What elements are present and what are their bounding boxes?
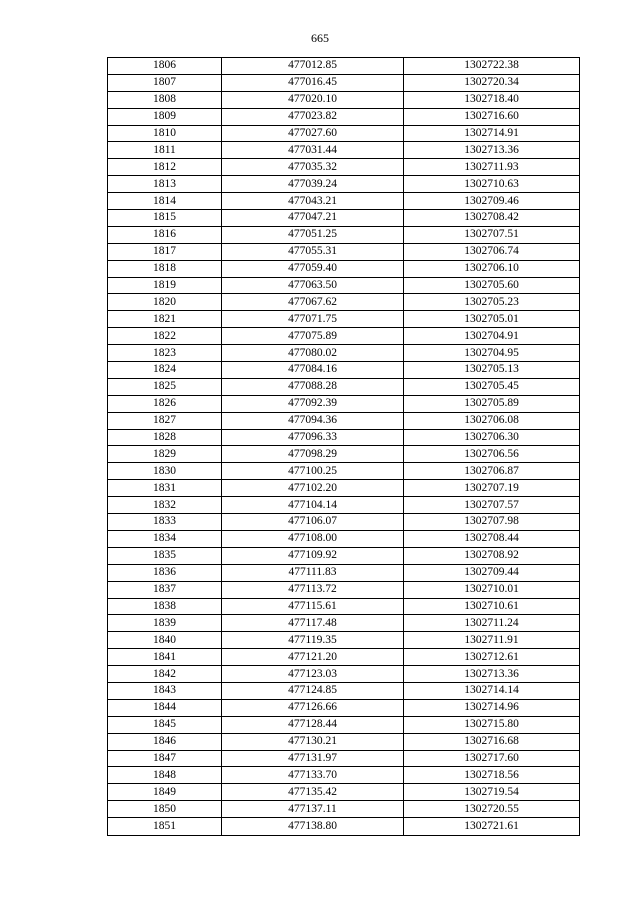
table-row — [108, 176, 580, 193]
point-number-cell: 1844 — [108, 699, 222, 716]
point-number-cell: 1806 — [108, 58, 222, 75]
y-coordinate-cell: 1302704.95 — [404, 345, 580, 362]
x-coordinate-cell: 477067.62 — [222, 294, 404, 311]
point-number-cell: 1825 — [108, 378, 222, 395]
x-coordinate-cell: 477039.24 — [222, 176, 404, 193]
x-coordinate-cell: 477096.33 — [222, 429, 404, 446]
table-row — [108, 378, 580, 395]
y-coordinate-cell: 1302709.46 — [404, 193, 580, 210]
table-row — [108, 784, 580, 801]
point-number-cell: 1827 — [108, 412, 222, 429]
table-row — [108, 412, 580, 429]
y-coordinate-cell: 1302717.60 — [404, 750, 580, 767]
x-coordinate-cell: 477104.14 — [222, 497, 404, 514]
y-coordinate-cell: 1302710.61 — [404, 598, 580, 615]
y-coordinate-cell: 1302708.44 — [404, 530, 580, 547]
point-number-cell: 1808 — [108, 91, 222, 108]
table-row — [108, 463, 580, 480]
x-coordinate-cell: 477043.21 — [222, 193, 404, 210]
x-coordinate-cell: 477075.89 — [222, 328, 404, 345]
x-coordinate-cell: 477109.92 — [222, 547, 404, 564]
table-row — [108, 632, 580, 649]
x-coordinate-cell: 477133.70 — [222, 767, 404, 784]
x-coordinate-cell: 477098.29 — [222, 446, 404, 463]
point-number-cell: 1809 — [108, 108, 222, 125]
x-coordinate-cell: 477121.20 — [222, 649, 404, 666]
x-coordinate-cell: 477031.44 — [222, 142, 404, 159]
point-number-cell: 1850 — [108, 801, 222, 818]
x-coordinate-cell: 477131.97 — [222, 750, 404, 767]
coordinates-table-body — [108, 58, 580, 836]
y-coordinate-cell: 1302714.91 — [404, 125, 580, 142]
table-row — [108, 666, 580, 683]
point-number-cell: 1849 — [108, 784, 222, 801]
table-row — [108, 649, 580, 666]
point-number-cell: 1823 — [108, 345, 222, 362]
point-number-cell: 1811 — [108, 142, 222, 159]
point-number-cell: 1839 — [108, 615, 222, 632]
y-coordinate-cell: 1302721.61 — [404, 818, 580, 836]
y-coordinate-cell: 1302706.10 — [404, 260, 580, 277]
x-coordinate-cell: 477130.21 — [222, 733, 404, 750]
x-coordinate-cell: 477123.03 — [222, 666, 404, 683]
x-coordinate-cell: 477027.60 — [222, 125, 404, 142]
table-row — [108, 615, 580, 632]
y-coordinate-cell: 1302707.57 — [404, 497, 580, 514]
y-coordinate-cell: 1302718.40 — [404, 91, 580, 108]
point-number-cell: 1835 — [108, 547, 222, 564]
table-row — [108, 581, 580, 598]
y-coordinate-cell: 1302707.19 — [404, 480, 580, 497]
y-coordinate-cell: 1302705.13 — [404, 362, 580, 379]
x-coordinate-cell: 477108.00 — [222, 530, 404, 547]
point-number-cell: 1847 — [108, 750, 222, 767]
y-coordinate-cell: 1302705.45 — [404, 378, 580, 395]
x-coordinate-cell: 477051.25 — [222, 226, 404, 243]
table-row — [108, 159, 580, 176]
y-coordinate-cell: 1302711.93 — [404, 159, 580, 176]
x-coordinate-cell: 477117.48 — [222, 615, 404, 632]
table-row — [108, 598, 580, 615]
point-number-cell: 1834 — [108, 530, 222, 547]
y-coordinate-cell: 1302720.34 — [404, 74, 580, 91]
point-number-cell: 1812 — [108, 159, 222, 176]
point-number-cell: 1807 — [108, 74, 222, 91]
x-coordinate-cell: 477023.82 — [222, 108, 404, 125]
y-coordinate-cell: 1302707.98 — [404, 514, 580, 531]
y-coordinate-cell: 1302708.92 — [404, 547, 580, 564]
table-row — [108, 91, 580, 108]
x-coordinate-cell: 477020.10 — [222, 91, 404, 108]
x-coordinate-cell: 477126.66 — [222, 699, 404, 716]
page-number: 665 — [311, 31, 329, 45]
table-row — [108, 564, 580, 581]
point-number-cell: 1832 — [108, 497, 222, 514]
y-coordinate-cell: 1302705.60 — [404, 277, 580, 294]
point-number-cell: 1845 — [108, 716, 222, 733]
point-number-cell: 1833 — [108, 514, 222, 531]
table-row — [108, 125, 580, 142]
y-coordinate-cell: 1302713.36 — [404, 142, 580, 159]
x-coordinate-cell: 477102.20 — [222, 480, 404, 497]
y-coordinate-cell: 1302713.36 — [404, 666, 580, 683]
y-coordinate-cell: 1302715.80 — [404, 716, 580, 733]
y-coordinate-cell: 1302710.63 — [404, 176, 580, 193]
table-row — [108, 345, 580, 362]
table-row — [108, 514, 580, 531]
point-number-cell: 1819 — [108, 277, 222, 294]
table-row — [108, 750, 580, 767]
table-row — [108, 108, 580, 125]
point-number-cell: 1851 — [108, 818, 222, 836]
table-row — [108, 328, 580, 345]
point-number-cell: 1818 — [108, 260, 222, 277]
y-coordinate-cell: 1302704.91 — [404, 328, 580, 345]
coordinates-table — [107, 57, 580, 836]
table-row — [108, 530, 580, 547]
table-row — [108, 311, 580, 328]
x-coordinate-cell: 477124.85 — [222, 682, 404, 699]
point-number-cell: 1830 — [108, 463, 222, 480]
point-number-cell: 1820 — [108, 294, 222, 311]
x-coordinate-cell: 477088.28 — [222, 378, 404, 395]
x-coordinate-cell: 477106.07 — [222, 514, 404, 531]
point-number-cell: 1826 — [108, 395, 222, 412]
y-coordinate-cell: 1302708.42 — [404, 210, 580, 227]
point-number-cell: 1831 — [108, 480, 222, 497]
point-number-cell: 1813 — [108, 176, 222, 193]
point-number-cell: 1821 — [108, 311, 222, 328]
y-coordinate-cell: 1302718.56 — [404, 767, 580, 784]
x-coordinate-cell: 477135.42 — [222, 784, 404, 801]
x-coordinate-cell: 477092.39 — [222, 395, 404, 412]
point-number-cell: 1841 — [108, 649, 222, 666]
point-number-cell: 1816 — [108, 226, 222, 243]
y-coordinate-cell: 1302709.44 — [404, 564, 580, 581]
table-row — [108, 682, 580, 699]
point-number-cell: 1842 — [108, 666, 222, 683]
table-row — [108, 480, 580, 497]
table-row — [108, 362, 580, 379]
y-coordinate-cell: 1302707.51 — [404, 226, 580, 243]
table-row — [108, 142, 580, 159]
y-coordinate-cell: 1302711.24 — [404, 615, 580, 632]
table-row — [108, 547, 580, 564]
table-row — [108, 58, 580, 75]
table-row — [108, 446, 580, 463]
y-coordinate-cell: 1302711.91 — [404, 632, 580, 649]
y-coordinate-cell: 1302706.30 — [404, 429, 580, 446]
point-number-cell: 1843 — [108, 682, 222, 699]
x-coordinate-cell: 477012.85 — [222, 58, 404, 75]
point-number-cell: 1837 — [108, 581, 222, 598]
x-coordinate-cell: 477059.40 — [222, 260, 404, 277]
y-coordinate-cell: 1302706.74 — [404, 243, 580, 260]
y-coordinate-cell: 1302719.54 — [404, 784, 580, 801]
x-coordinate-cell: 477084.16 — [222, 362, 404, 379]
y-coordinate-cell: 1302716.60 — [404, 108, 580, 125]
table-row — [108, 74, 580, 91]
x-coordinate-cell: 477063.50 — [222, 277, 404, 294]
x-coordinate-cell: 477035.32 — [222, 159, 404, 176]
point-number-cell: 1822 — [108, 328, 222, 345]
point-number-cell: 1828 — [108, 429, 222, 446]
table-row — [108, 226, 580, 243]
y-coordinate-cell: 1302705.23 — [404, 294, 580, 311]
y-coordinate-cell: 1302716.68 — [404, 733, 580, 750]
x-coordinate-cell: 477100.25 — [222, 463, 404, 480]
y-coordinate-cell: 1302705.01 — [404, 311, 580, 328]
table-row — [108, 429, 580, 446]
y-coordinate-cell: 1302706.08 — [404, 412, 580, 429]
table-row — [108, 193, 580, 210]
x-coordinate-cell: 477113.72 — [222, 581, 404, 598]
x-coordinate-cell: 477016.45 — [222, 74, 404, 91]
table-row — [108, 260, 580, 277]
x-coordinate-cell: 477047.21 — [222, 210, 404, 227]
table-row — [108, 699, 580, 716]
point-number-cell: 1815 — [108, 210, 222, 227]
point-number-cell: 1846 — [108, 733, 222, 750]
table-row — [108, 801, 580, 818]
x-coordinate-cell: 477111.83 — [222, 564, 404, 581]
point-number-cell: 1840 — [108, 632, 222, 649]
x-coordinate-cell: 477115.61 — [222, 598, 404, 615]
table-row — [108, 277, 580, 294]
y-coordinate-cell: 1302705.89 — [404, 395, 580, 412]
y-coordinate-cell: 1302706.87 — [404, 463, 580, 480]
x-coordinate-cell: 477128.44 — [222, 716, 404, 733]
y-coordinate-cell: 1302714.96 — [404, 699, 580, 716]
table-row — [108, 210, 580, 227]
point-number-cell: 1836 — [108, 564, 222, 581]
x-coordinate-cell: 477080.02 — [222, 345, 404, 362]
point-number-cell: 1838 — [108, 598, 222, 615]
y-coordinate-cell: 1302720.55 — [404, 801, 580, 818]
point-number-cell: 1817 — [108, 243, 222, 260]
table-row — [108, 294, 580, 311]
x-coordinate-cell: 477138.80 — [222, 818, 404, 836]
table-row — [108, 243, 580, 260]
x-coordinate-cell: 477137.11 — [222, 801, 404, 818]
point-number-cell: 1848 — [108, 767, 222, 784]
y-coordinate-cell: 1302722.38 — [404, 58, 580, 75]
point-number-cell: 1824 — [108, 362, 222, 379]
y-coordinate-cell: 1302714.14 — [404, 682, 580, 699]
y-coordinate-cell: 1302706.56 — [404, 446, 580, 463]
x-coordinate-cell: 477055.31 — [222, 243, 404, 260]
x-coordinate-cell: 477119.35 — [222, 632, 404, 649]
point-number-cell: 1829 — [108, 446, 222, 463]
table-row — [108, 395, 580, 412]
x-coordinate-cell: 477071.75 — [222, 311, 404, 328]
table-row — [108, 733, 580, 750]
table-row — [108, 767, 580, 784]
y-coordinate-cell: 1302710.01 — [404, 581, 580, 598]
point-number-cell: 1814 — [108, 193, 222, 210]
table-row — [108, 818, 580, 836]
x-coordinate-cell: 477094.36 — [222, 412, 404, 429]
table-row — [108, 716, 580, 733]
y-coordinate-cell: 1302712.61 — [404, 649, 580, 666]
point-number-cell: 1810 — [108, 125, 222, 142]
table-row — [108, 497, 580, 514]
